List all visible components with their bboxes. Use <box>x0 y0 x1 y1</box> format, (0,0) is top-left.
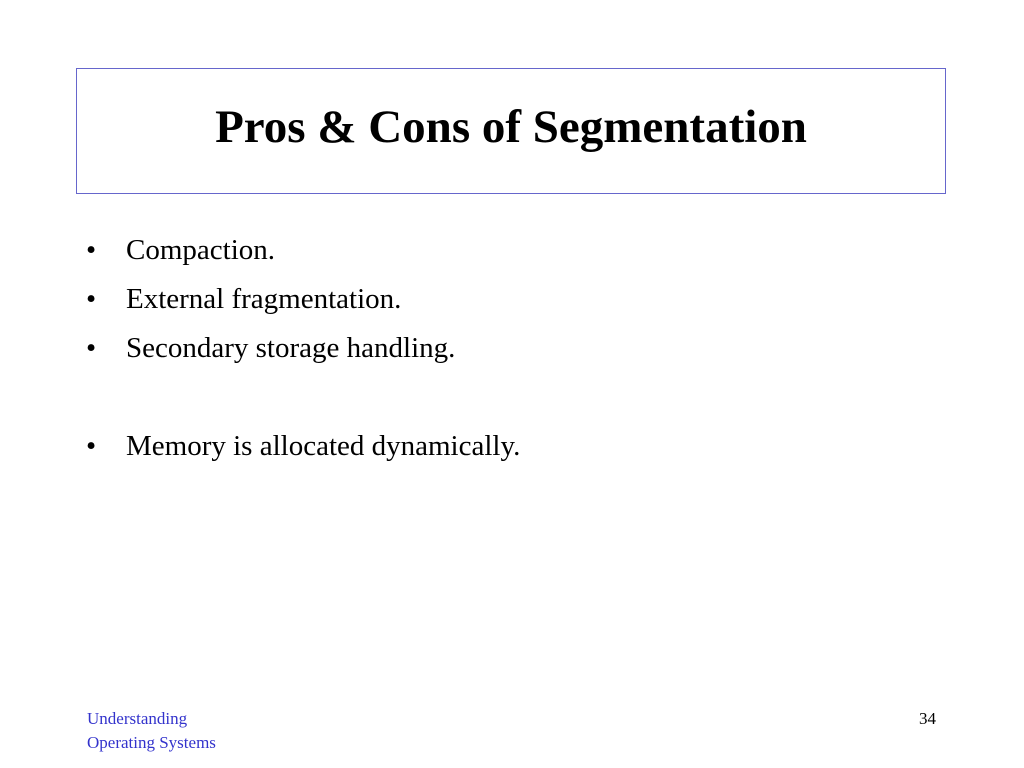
title-box <box>76 68 946 194</box>
footer-course-title <box>87 707 216 755</box>
bullet-list <box>86 226 946 471</box>
bullet-text: Compaction. <box>126 234 276 266</box>
list-item <box>86 422 946 471</box>
bullet-marker: • <box>86 332 97 364</box>
footer-line-1: Understanding <box>87 709 188 728</box>
bullet-marker: • <box>86 234 97 266</box>
bullet-text: Secondary storage handling. <box>126 332 456 364</box>
bullet-text: External fragmentation. <box>126 283 402 315</box>
page-number: 34 <box>919 709 936 728</box>
bullet-text: Memory is allocated dynamically. <box>126 430 521 462</box>
footer-line-2: Operating Systems <box>87 733 216 752</box>
list-item <box>86 324 946 373</box>
list-item <box>86 275 946 324</box>
list-item <box>86 226 946 275</box>
bullet-marker: • <box>86 283 97 315</box>
slide-title: Pros & Cons of Segmentation <box>215 100 807 153</box>
bullet-marker: • <box>86 430 97 462</box>
